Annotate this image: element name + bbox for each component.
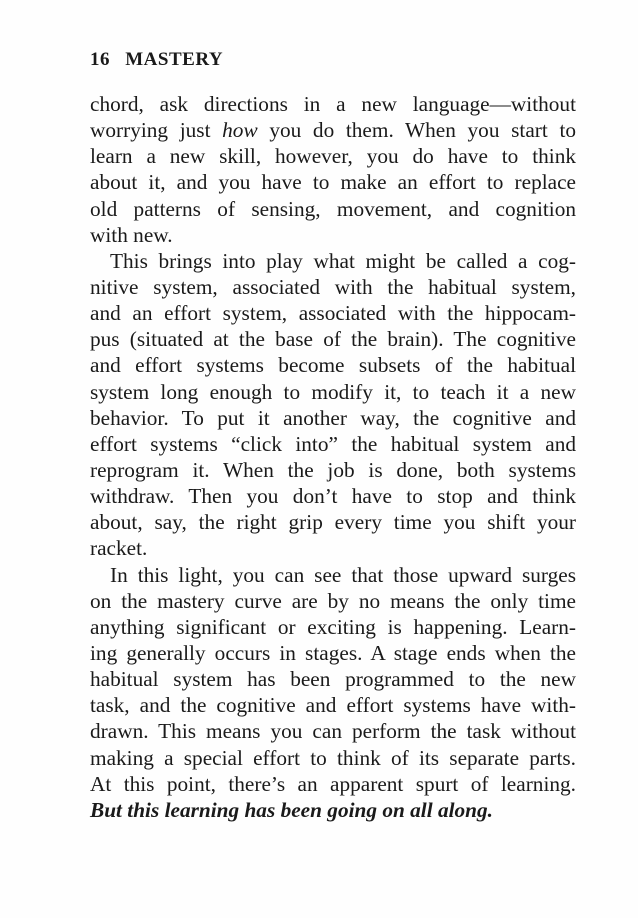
text-line: learn a new skill, however, you do have to think xyxy=(90,144,576,169)
page-number: 16 xyxy=(90,49,110,70)
text-line: racket. xyxy=(90,536,148,561)
text-line: At this point, there’s an apparent spurt of learning. xyxy=(90,771,576,796)
body-text xyxy=(90,91,576,823)
text-line: with new. xyxy=(90,222,173,247)
running-head xyxy=(90,49,223,71)
text-run: worrying just xyxy=(90,118,223,143)
text-line: pus (situated at the base of the brain). The cognitive xyxy=(90,327,576,352)
text-line xyxy=(90,117,576,143)
text-line: task, and the cognitive and effort systems have with- xyxy=(90,693,576,718)
text-line: old patterns of sensing, movement, and cognition xyxy=(90,196,576,221)
emphasized-line: But this learning has been going on all along. xyxy=(90,797,493,822)
text-line: on the mastery curve are by no means the only time xyxy=(90,588,576,613)
text-line: nitive system, associated with the habitual system, xyxy=(90,274,576,299)
text-line: about, say, the right grip every time you shift your xyxy=(90,510,576,535)
text-line: anything significant or exciting is happening. Learn- xyxy=(90,614,576,639)
text-line: and effort systems become subsets of the habitual xyxy=(90,353,576,378)
text-line: drawn. This means you can perform the task without xyxy=(90,719,576,744)
text-line: and an effort system, associated with the hippocam- xyxy=(90,301,576,326)
text-line: This brings into play what might be called a cog- xyxy=(110,248,576,273)
text-line: making a special effort to think of its separate parts. xyxy=(90,745,576,770)
text-line: system long enough to modify it, to teach it a new xyxy=(90,379,576,404)
text-line: behavior. To put it another way, the cognitive and xyxy=(90,405,576,430)
text-line: habitual system has been programmed to the new xyxy=(90,667,576,692)
text-line: effort systems “click into” the habitual system and xyxy=(90,431,576,456)
text-line: reprogram it. When the job is done, both systems xyxy=(90,457,576,482)
text-line: In this light, you can see that those upward surges xyxy=(110,562,576,587)
text-line: about it, and you have to make an effort to replace xyxy=(90,170,576,195)
emphasis-word: how xyxy=(222,118,258,143)
text-line: withdraw. Then you don’t have to stop and think xyxy=(90,484,576,509)
text-line: ing generally occurs in stages. A stage ends when the xyxy=(90,640,576,665)
text-run: you do them. When you start to xyxy=(257,118,577,143)
running-title: MASTERY xyxy=(125,49,224,70)
text-line: chord, ask directions in a new language—without xyxy=(90,92,576,116)
